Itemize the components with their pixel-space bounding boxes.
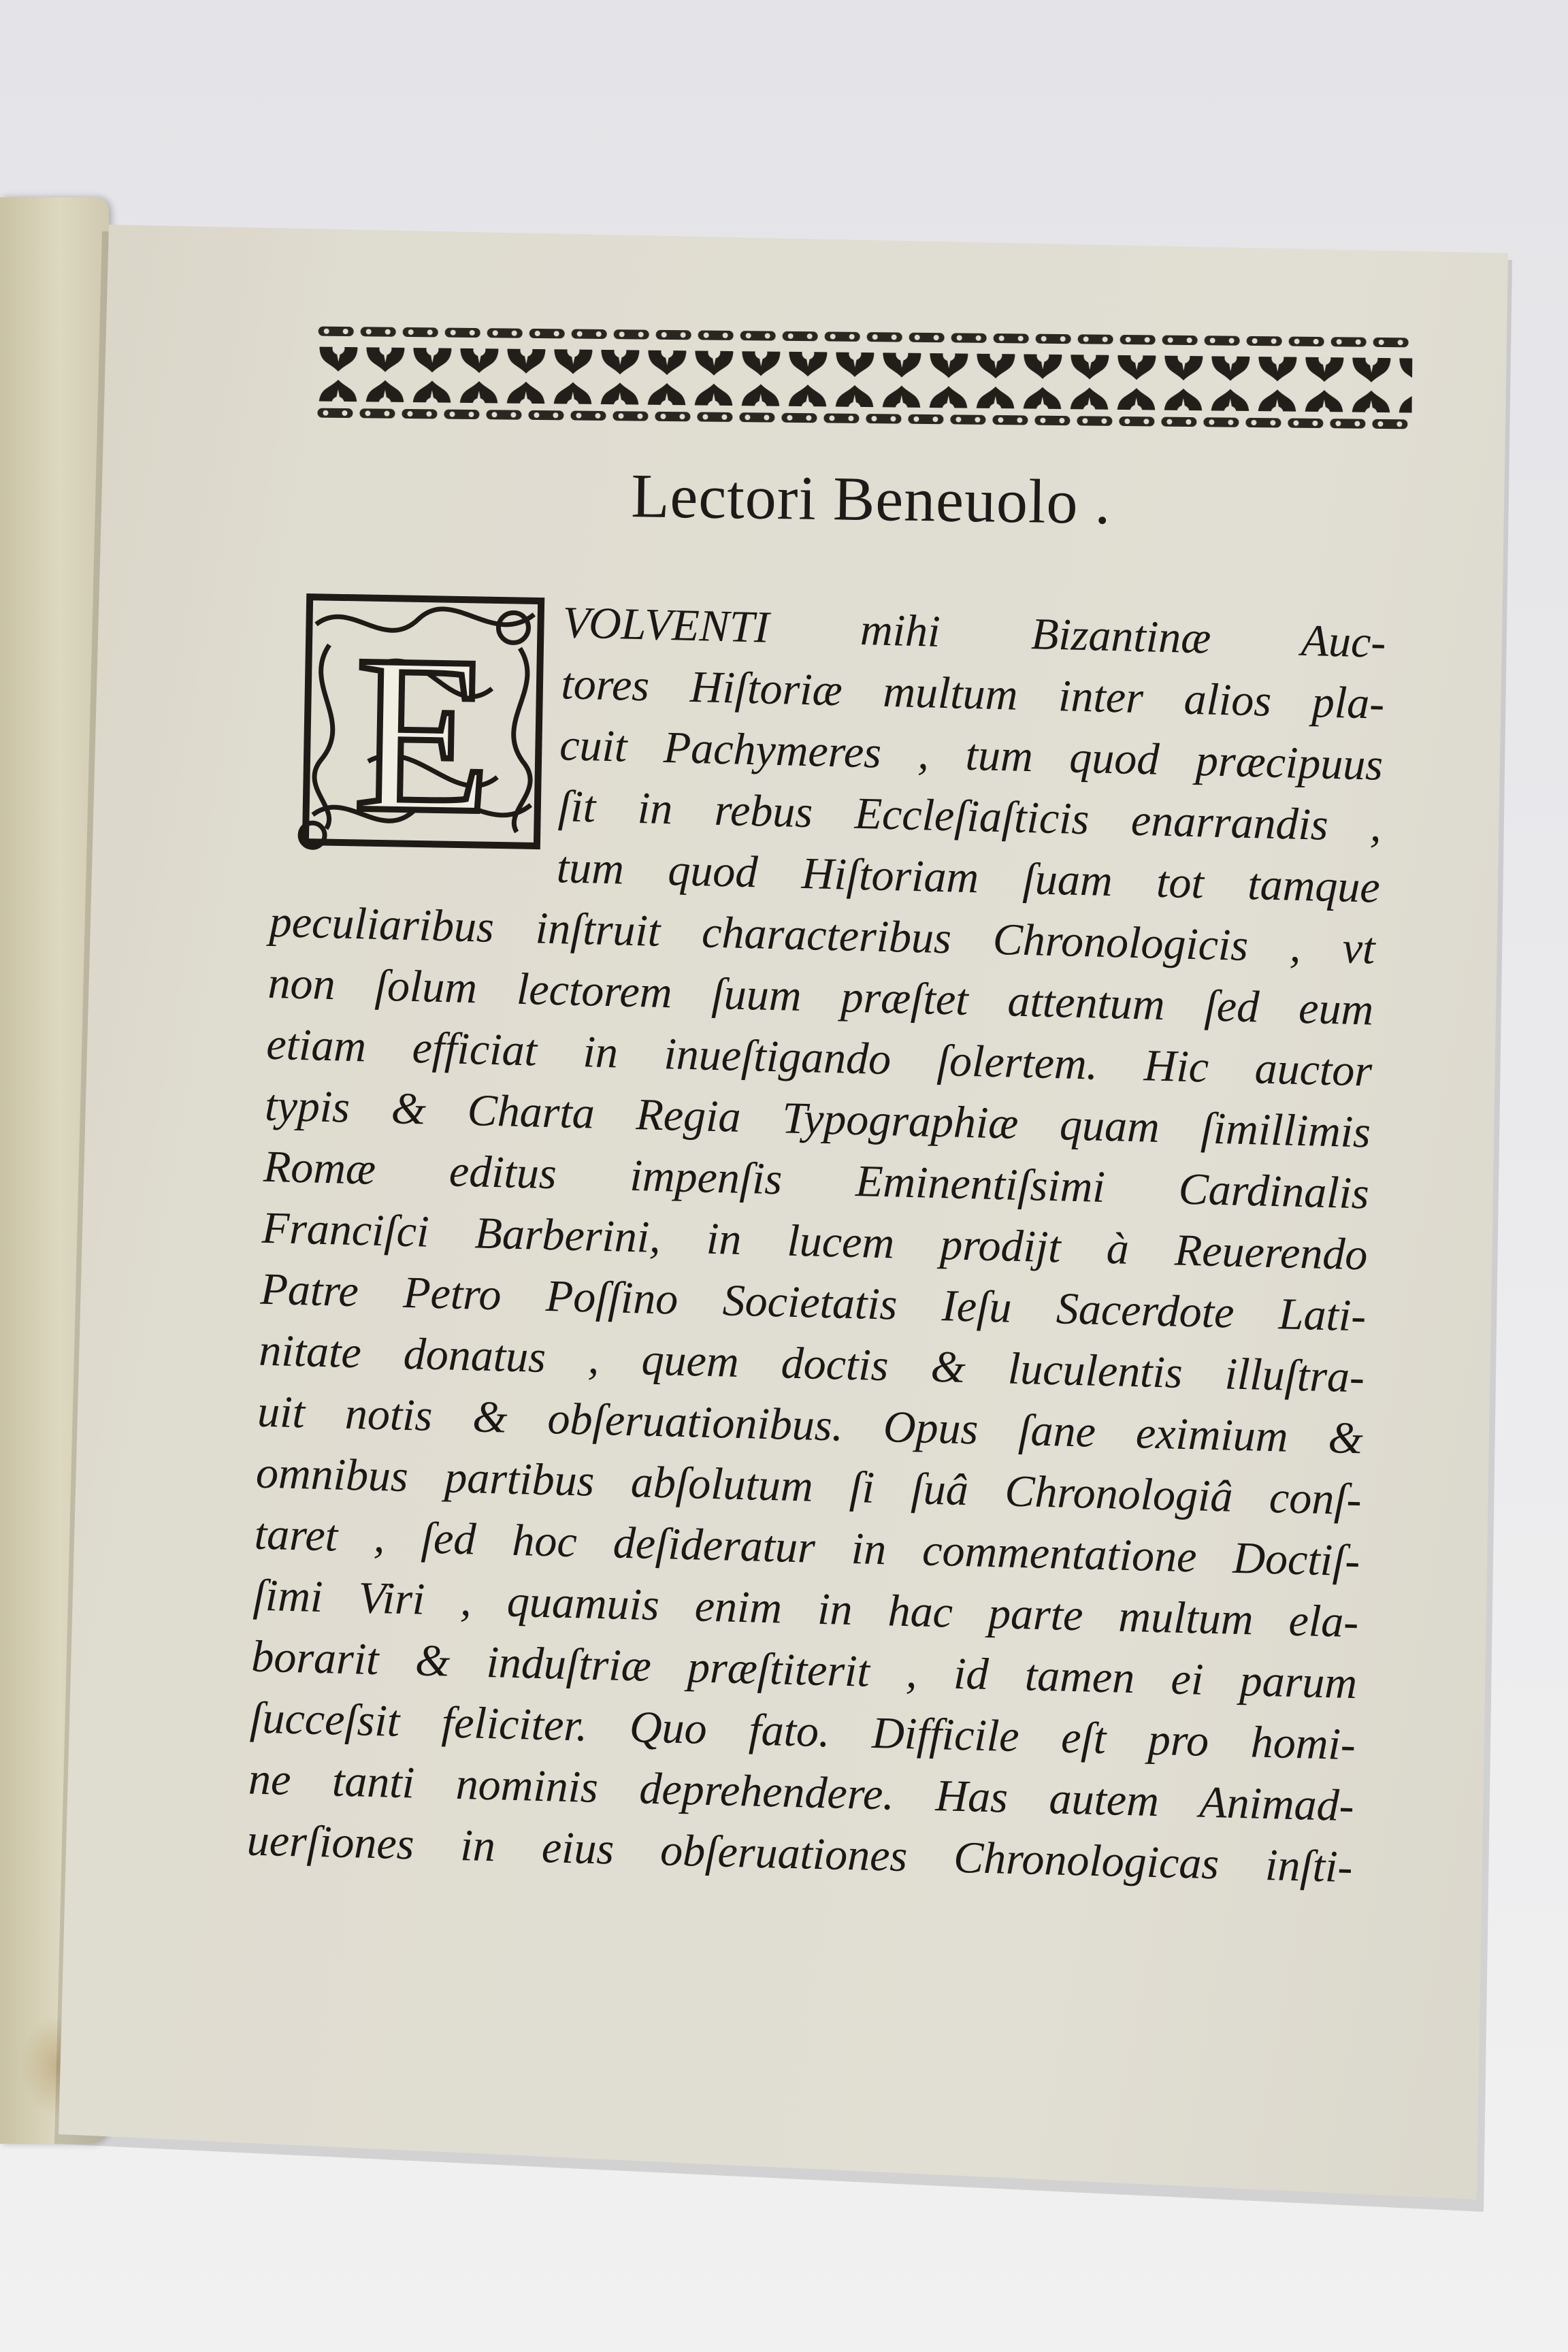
- text-line: ſucceſsit feliciter. Quo fato. Difficile eſt pro homi-: [249, 1693, 1356, 1770]
- text-line: cuit Pachymeres , tum quod præcipuus: [559, 720, 1384, 790]
- page-title: Lectori Beneuolo .: [630, 461, 1112, 537]
- text-line: ſit in rebus Eccleſiaſticis enarrandis ,: [557, 781, 1382, 851]
- text-line: peculiaribus inſtruit characteribus Chronologicis , vt: [269, 896, 1376, 974]
- text-line: VOLVENTI mihi Bizantinæ Auc-: [561, 598, 1387, 668]
- text-line: uit notis & obſeruationibus. Opus ſane eximium &: [257, 1386, 1364, 1464]
- text-line: Franciſci Barberini, in lucem prodijt à Reuerendo: [261, 1203, 1369, 1280]
- text-line: uerſiones in eius obſeruationes Chronologicas inſti-: [246, 1815, 1354, 1893]
- text-line: tores Hiſtoriæ multum inter alios pla-: [560, 659, 1386, 729]
- ornamental-headpiece: [314, 321, 1413, 442]
- text-line: taret , ſed hoc deſideratur in commentatione Doctiſ-: [254, 1509, 1361, 1586]
- text-line: nitate donatus , quem doctis & luculentis illuſtra-: [258, 1325, 1365, 1403]
- body-text: [246, 585, 1394, 1906]
- svg-text:E: E: [352, 609, 494, 860]
- text-line: Patre Petro Poſſino Societatis Ieſu Sacerdote Lati-: [259, 1264, 1367, 1341]
- text-line: etiam efficiat in inueſtigando ſolertem. Hic auctor: [265, 1019, 1373, 1096]
- text-line: typis & Charta Regia Typographiæ quam ſimillimis: [264, 1080, 1371, 1158]
- text-line: tum quod Hiſtoriam ſuam tot tamque: [556, 843, 1381, 913]
- text-line: ne tanti nominis deprehendere. Has autem Animad-: [248, 1754, 1355, 1831]
- text-line: ſimi Viri , quamuis enim in hac parte multum ela-: [252, 1570, 1360, 1648]
- text-line: borarit & induſtriæ præſtiterit , id tamen ei parum: [250, 1631, 1358, 1709]
- text-line: Romæ editus impenſis Eminentiſsimi Cardinalis: [263, 1141, 1370, 1219]
- text-line: non ſolum lectorem ſuum præſtet attentum ſed eum: [267, 958, 1375, 1035]
- text-line: omnibus partibus abſolutum ſi ſuâ Chronologiâ conſ-: [255, 1448, 1362, 1525]
